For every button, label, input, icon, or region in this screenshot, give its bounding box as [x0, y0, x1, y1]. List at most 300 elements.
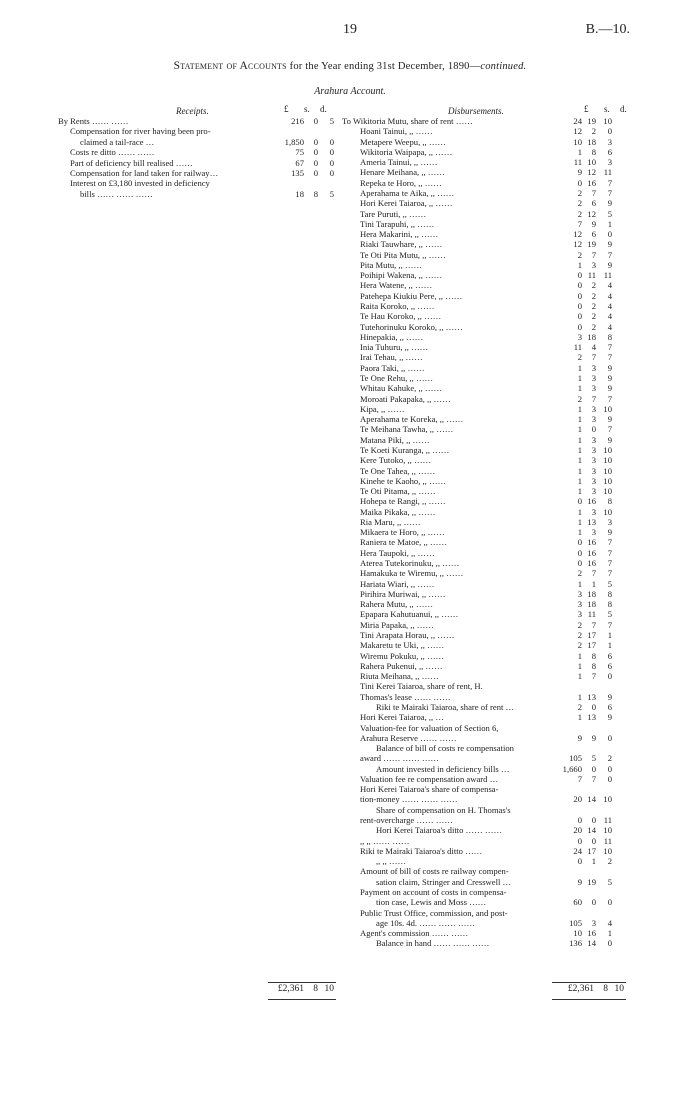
- disbursements-row-pence: 5: [607, 609, 612, 620]
- disbursements-row-pence: 9: [607, 434, 612, 445]
- disbursements-heading: Disbursements.: [448, 106, 504, 116]
- disbursements-row-shillings: 17: [587, 845, 596, 856]
- disbursements-row-pence: 8: [607, 588, 612, 599]
- disbursements-row-pence: 9: [607, 362, 612, 373]
- disbursements-row: [342, 332, 626, 342]
- disbursements-row: [342, 229, 626, 239]
- disbursements-row-pounds: 12: [573, 239, 582, 250]
- disbursements-row: [342, 568, 626, 578]
- disbursements-row-pounds: 1: [577, 578, 582, 589]
- disbursements-row-label: Payment on account of costs in compensa-: [360, 887, 507, 897]
- disbursements-row-pence: 7: [607, 537, 612, 548]
- disbursements-row: [342, 116, 626, 126]
- disbursements-row: [342, 548, 626, 558]
- disbursements-row-pence: 11: [603, 835, 612, 846]
- disbursements-row-label: Tare Puruti, ,, ……: [360, 208, 427, 219]
- receipts-row-label: Compensation for river having been pro-: [70, 126, 211, 137]
- disbursements-row-pence: 9: [607, 691, 612, 702]
- page-header: [0, 22, 700, 42]
- disbursements-row-shillings: 2: [591, 280, 596, 291]
- disbursements-row: [342, 599, 626, 609]
- disbursements-row-shillings: 8: [591, 660, 596, 671]
- receipts-row-label: By Rents …… ……: [58, 116, 129, 126]
- disbursements-row-label: Raita Koroko, ,, ……: [360, 301, 435, 312]
- disbursements-row-pounds: 7: [577, 773, 582, 784]
- disbursements-row: [342, 167, 626, 177]
- disbursements-row: [342, 753, 626, 763]
- disbursements-row-shillings: 16: [587, 177, 596, 188]
- disbursements-row-label: Metapere Weepu, ,, ……: [360, 136, 447, 147]
- disbursements-row: [342, 404, 626, 414]
- disbursements-total-rule-bottom: [552, 999, 626, 1000]
- disbursements-row-pounds: 0: [577, 321, 582, 332]
- disbursements-row-label: Te Oti Pitama, ,, ……: [360, 486, 436, 497]
- disbursements-row: [342, 620, 626, 630]
- disbursements-row-shillings: 17: [587, 640, 596, 651]
- disbursements-row-shillings: 7: [591, 393, 596, 404]
- disbursements-row-label: Henare Meihana, ,, ……: [360, 167, 445, 178]
- disbursements-row: [342, 280, 626, 290]
- disbursements-row-label: Wiremu Pokuku, ,, ……: [360, 650, 445, 661]
- disbursements-row-label: Repeka te Horo, ,, ……: [360, 177, 442, 188]
- disbursements-row-pounds: 0: [577, 177, 582, 188]
- disbursements-row: [342, 239, 626, 249]
- disbursements-row-pence: 6: [607, 701, 612, 712]
- disbursements-row-pence: 6: [607, 650, 612, 661]
- disbursements-row: [342, 383, 626, 393]
- disbursements-row-shillings: 14: [587, 825, 596, 836]
- disbursements-row-shillings: 14: [587, 938, 596, 949]
- disbursements-row-shillings: 1: [591, 856, 596, 867]
- disbursements-row-pence: 0: [607, 126, 612, 137]
- disbursements-row: [342, 589, 626, 599]
- disbursements-row-shillings: 12: [587, 208, 596, 219]
- disbursements-row-pence: 9: [607, 373, 612, 383]
- disbursements-row-pounds: 20: [573, 794, 582, 805]
- disbursements-row: [342, 825, 626, 835]
- disbursements-row: [342, 466, 626, 476]
- disbursements-row-pounds: 1: [577, 527, 582, 538]
- disbursements-row-label: Balance of bill of costs re compensation: [376, 743, 514, 754]
- disbursements-row-pounds: 136: [569, 938, 582, 949]
- disbursements-row: [342, 363, 626, 373]
- disbursements-row-label: Hinepakia, ,, ……: [360, 331, 424, 342]
- disbursements-row-pounds: 2: [577, 393, 582, 404]
- disbursements-row: [342, 496, 626, 506]
- disbursements-row-label: ,, ,, ……: [376, 856, 407, 867]
- disbursements-row-label: Pita Mutu, ,, ……: [360, 259, 423, 270]
- disbursements-row: [342, 938, 626, 948]
- disbursements-row-pounds: 0: [577, 496, 582, 507]
- disbursements-row-pence: 8: [607, 599, 612, 610]
- disbursements-row-shillings: 4: [591, 342, 596, 353]
- receipts-pound-header: £: [284, 104, 289, 114]
- disbursements-row-label: Riki te Mairaki Taiaroa, share of rent …: [376, 701, 515, 712]
- disbursements-row-pence: 10: [603, 825, 612, 836]
- disbursements-row: [342, 527, 626, 537]
- disbursements-row: [342, 579, 626, 589]
- disbursements-row: [342, 311, 626, 321]
- disbursements-row-label: Maika Pikaka, ,, ……: [360, 506, 436, 517]
- disbursements-row-pounds: 12: [573, 126, 582, 137]
- disbursements-row-shillings: 3: [591, 917, 596, 928]
- disbursements-row-pounds: 1: [577, 362, 582, 373]
- receipts-row-label: Costs re ditto …… ……: [70, 147, 155, 158]
- disbursements-row-pence: 10: [603, 455, 612, 466]
- receipts-total-pounds: £2,361: [277, 984, 304, 994]
- disbursements-row-label: Amount of bill of costs re railway compen-: [360, 866, 509, 877]
- disbursements-row: [342, 352, 626, 362]
- receipts-row-label: Compensation for land taken for railway…: [70, 168, 219, 178]
- disbursements-row-label: To Wikitoria Mutu, share of rent ……: [342, 116, 473, 126]
- receipts-row-label: claimed a tail-race …: [80, 136, 155, 147]
- disbursements-row-pence: 10: [603, 794, 612, 805]
- disbursements-row: [342, 445, 626, 455]
- receipts-row-pence: 5: [329, 188, 334, 199]
- disbursements-row-label: Pirihira Muriwai, ,, ……: [360, 588, 446, 599]
- disbursements-row-label: Share of compensation on H. Thomas's: [376, 804, 511, 815]
- receipts-row-shillings: 0: [313, 157, 318, 168]
- disbursements-shilling-header: s.: [604, 104, 610, 114]
- disbursements-row-pence: 0: [607, 732, 612, 743]
- disbursements-row-pounds: 1: [577, 373, 582, 383]
- disbursements-row-pounds: 2: [577, 208, 582, 219]
- statement-continued: continued.: [480, 61, 527, 72]
- disbursements-row-pence: 3: [607, 136, 612, 147]
- disbursements-total-pence: 10: [614, 984, 624, 994]
- disbursements-row-shillings: 3: [591, 475, 596, 486]
- disbursements-row-label: Paora Taki, ,, ……: [360, 362, 425, 373]
- disbursements-row-shillings: 2: [591, 126, 596, 137]
- disbursements-row-label: Aperahama te Aika, ,, ……: [360, 187, 455, 198]
- receipts-total-pence: 10: [324, 984, 334, 994]
- disbursements-row-pence: 8: [607, 496, 612, 507]
- disbursements-row-label: Rahera Pukenui, ,, ……: [360, 660, 443, 671]
- disbursements-row-pounds: 105: [569, 753, 582, 764]
- disbursements-row-label: Valuation-fee for valuation of Section 6,: [360, 722, 499, 733]
- disbursements-row-label: Te Meihana Tawha, ,, ……: [360, 424, 454, 435]
- disbursements-row: [342, 435, 626, 445]
- disbursements-row-pence: 10: [603, 845, 612, 856]
- disbursements-row-pounds: 105: [569, 917, 582, 928]
- disbursements-row-shillings: 8: [591, 650, 596, 661]
- disbursements-row: [342, 250, 626, 260]
- disbursements-row-pounds: 2: [577, 630, 582, 640]
- disbursements-row-pounds: 1: [577, 671, 582, 682]
- receipts-row-pence: 0: [329, 136, 334, 147]
- disbursements-row-pence: 7: [607, 187, 612, 198]
- receipts-row-pence: 0: [329, 157, 334, 168]
- disbursements-row-label: tion-money …… …… ……: [360, 794, 458, 805]
- disbursements-row-label: Public Trust Office, commission, and post-: [360, 907, 508, 918]
- disbursements-row: [342, 198, 626, 208]
- disbursements-row-pounds: 1: [577, 383, 582, 394]
- disbursements-row-shillings: 3: [591, 373, 596, 383]
- disbursements-row-pence: 3: [607, 157, 612, 168]
- disbursements-row: [342, 157, 626, 167]
- disbursements-row: [342, 424, 626, 434]
- disbursements-row-pence: 6: [607, 146, 612, 157]
- disbursements-row-label: Tini Arapata Horau, ,, ……: [360, 630, 455, 640]
- disbursements-row-pence: 4: [607, 280, 612, 291]
- disbursements-row-pence: 10: [603, 475, 612, 486]
- disbursements-row-pounds: 24: [573, 116, 582, 126]
- disbursements-row-label: Tini Kerei Taiaroa, share of rent, H.: [360, 681, 483, 692]
- disbursements-row: [342, 178, 626, 188]
- disbursements-row-shillings: 3: [591, 383, 596, 394]
- disbursements-row: [342, 784, 626, 794]
- disbursements-row-shillings: 0: [591, 701, 596, 712]
- disbursements-row-pence: 9: [607, 259, 612, 270]
- disbursements-row-label: Poihipi Wakena, ,, ……: [360, 270, 443, 281]
- disbursements-row-shillings: 14: [587, 794, 596, 805]
- disbursements-row-pounds: 0: [577, 280, 582, 291]
- disbursements-row-pence: 1: [607, 928, 612, 939]
- disbursements-row-shillings: 18: [587, 331, 596, 342]
- disbursements-row-pence: 0: [607, 763, 612, 774]
- receipts-row-label: Interest on £3,180 invested in deficiency: [70, 178, 210, 189]
- disbursements-row-pounds: 0: [577, 537, 582, 548]
- disbursements-row-shillings: 9: [591, 218, 596, 229]
- disbursements-row-pounds: 9: [577, 876, 582, 887]
- disbursements-row-pence: 0: [607, 671, 612, 682]
- disbursements-row-pence: 10: [603, 465, 612, 476]
- receipts-row: [58, 116, 336, 126]
- disbursements-row-pounds: 0: [577, 311, 582, 322]
- disbursements-row: [342, 866, 626, 876]
- disbursements-row-shillings: 6: [591, 229, 596, 240]
- statement-subtitle: for the Year ending 31st December, 1890—: [289, 61, 481, 72]
- disbursements-row-pounds: 1: [577, 434, 582, 445]
- disbursements-row-label: Tini Tarapuhi, ,, ……: [360, 218, 435, 229]
- disbursements-row-shillings: 1: [591, 578, 596, 589]
- disbursements-row-pence: 10: [603, 403, 612, 414]
- disbursements-row: [342, 764, 626, 774]
- disbursements-row: [342, 209, 626, 219]
- disbursements-row-pounds: 1: [577, 146, 582, 157]
- disbursements-row-label: Hamakuka te Wiremu, ,, ……: [360, 568, 464, 579]
- disbursements-row-pounds: 1: [577, 516, 582, 527]
- disbursements-row-pounds: 2: [577, 352, 582, 363]
- disbursements-row-label: Patehepa Kiukiu Pere, ,, ……: [360, 290, 463, 301]
- disbursements-row-label: Moroati Pakapaka, ,, ……: [360, 393, 451, 404]
- disbursements-pound-header: £: [584, 104, 589, 114]
- disbursements-row-pence: 6: [607, 660, 612, 671]
- disbursements-row: [342, 537, 626, 547]
- disbursements-row-shillings: 3: [591, 486, 596, 497]
- disbursements-row: [342, 856, 626, 866]
- disbursements-row-shillings: 0: [591, 835, 596, 846]
- disbursements-row-pounds: 1: [577, 259, 582, 270]
- disbursements-row-label: age 10s. 4d. …… …… ……: [376, 917, 476, 928]
- disbursements-row-pence: 4: [607, 321, 612, 332]
- receipts-row-shillings: 0: [313, 136, 318, 147]
- disbursements-row: [342, 476, 626, 486]
- disbursements-row-label: Epapara Kahutuanui, ,, ……: [360, 609, 459, 620]
- disbursements-row-pounds: 9: [577, 167, 582, 178]
- disbursements-row-shillings: 3: [591, 506, 596, 517]
- disbursements-row-pounds: 1: [577, 650, 582, 661]
- disbursements-row-pounds: 2: [577, 619, 582, 630]
- receipts-row-pounds: 18: [295, 188, 304, 199]
- disbursements-row-pence: 7: [607, 352, 612, 363]
- disbursements-row: [342, 394, 626, 404]
- disbursements-row-shillings: 16: [587, 558, 596, 569]
- disbursements-row-label: Aperahama te Koreka, ,, ……: [360, 414, 464, 425]
- disbursements-row-label: Te Koeti Kuranga, ,, ……: [360, 444, 450, 455]
- disbursements-row-shillings: 16: [587, 547, 596, 558]
- disbursements-row-pounds: 2: [577, 701, 582, 712]
- receipts-row-pence: 0: [329, 168, 334, 178]
- disbursements-row-label: Hori Kerei Taiaroa, ,, ……: [360, 198, 453, 209]
- disbursements-row-label: Hori Kerei Taiaroa's ditto …… ……: [376, 825, 503, 836]
- disbursements-row: [342, 219, 626, 229]
- disbursements-row: [342, 897, 626, 907]
- disbursements-row-pounds: 0: [577, 270, 582, 281]
- disbursements-row-pence: 9: [607, 414, 612, 425]
- disbursements-row-shillings: 7: [591, 773, 596, 784]
- disbursements-row: [342, 291, 626, 301]
- disbursements-row-pounds: 1: [577, 660, 582, 671]
- disbursements-row-shillings: 2: [591, 311, 596, 322]
- disbursements-row-pence: 10: [603, 486, 612, 497]
- disbursements-row-label: Hoani Tainui, ,, ……: [360, 126, 433, 137]
- disbursements-row: [342, 301, 626, 311]
- disbursements-row: [342, 455, 626, 465]
- disbursements-row: [342, 723, 626, 733]
- disbursements-row-pounds: 1: [577, 403, 582, 414]
- disbursements-row-pounds: 20: [573, 825, 582, 836]
- disbursements-row: [342, 928, 626, 938]
- disbursements-row-shillings: 16: [587, 496, 596, 507]
- receipts-row-shillings: 0: [313, 147, 318, 158]
- disbursements-row-pence: 11: [603, 815, 612, 826]
- disbursements-row-label: Hera Makarini, ,, ……: [360, 229, 439, 240]
- disbursements-row-label: sation claim, Stringer and Cresswell …: [376, 876, 512, 887]
- disbursements-row-pence: 4: [607, 301, 612, 312]
- disbursements-row-shillings: 7: [591, 249, 596, 260]
- receipts-row-shillings: 8: [313, 188, 318, 199]
- disbursements-row-pence: 10: [603, 116, 612, 126]
- disbursements-row-pounds: 0: [577, 835, 582, 846]
- receipts-row-label: Part of deficiency bill realised ……: [70, 157, 193, 168]
- disbursements-row-pence: 4: [607, 290, 612, 301]
- disbursements-row-shillings: 13: [587, 712, 596, 723]
- disbursements-row-shillings: 7: [591, 619, 596, 630]
- disbursements-row-label: Agent's commission …… ……: [360, 928, 469, 939]
- disbursements-row-shillings: 3: [591, 527, 596, 538]
- disbursements-row-shillings: 7: [591, 352, 596, 363]
- disbursements-row-label: tion case, Lewis and Moss ……: [376, 897, 487, 908]
- disbursements-row-label: Kipa, ,, ……: [360, 403, 405, 414]
- disbursements-row: [342, 681, 626, 691]
- disbursements-row-label: Hera Taupoki, ,, ……: [360, 547, 435, 558]
- disbursements-row: [342, 794, 626, 804]
- disbursements-row-pence: 3: [607, 516, 612, 527]
- disbursements-row-label: Hohepa te Rangi, ,, ……: [360, 496, 446, 507]
- receipts-row: [58, 168, 336, 178]
- receipts-row-pounds: 75: [295, 147, 304, 158]
- disbursements-row-pounds: 1: [577, 465, 582, 476]
- disbursements-row-label: Hariata Wiari, ,, ……: [360, 578, 435, 589]
- disbursements-row-shillings: 3: [591, 403, 596, 414]
- disbursements-row: [342, 507, 626, 517]
- disbursements-row-pence: 1: [607, 218, 612, 229]
- receipts-row: [58, 126, 336, 136]
- receipts-shilling-header: s.: [304, 104, 310, 114]
- disbursements-row-pence: 10: [603, 506, 612, 517]
- disbursements-row-pence: 9: [607, 712, 612, 723]
- disbursements-row-shillings: 9: [591, 732, 596, 743]
- disbursements-row: [342, 846, 626, 856]
- disbursements-row-pence: 10: [603, 444, 612, 455]
- receipts-row-pounds: 216: [291, 116, 304, 126]
- disbursements-row-shillings: 2: [591, 290, 596, 301]
- disbursements-row: [342, 815, 626, 825]
- disbursements-row-pence: 7: [607, 177, 612, 188]
- disbursements-row-pounds: 1: [577, 455, 582, 466]
- disbursements-row-shillings: 16: [587, 928, 596, 939]
- disbursements-row-pence: 8: [607, 331, 612, 342]
- receipts-pence-header: d.: [320, 104, 327, 114]
- disbursements-row-pounds: 1: [577, 506, 582, 517]
- disbursements-row-pence: 9: [607, 239, 612, 250]
- disbursements-row-label: Te One Rehu, ,, ……: [360, 373, 434, 383]
- disbursements-row-pence: 9: [607, 198, 612, 209]
- disbursements-row-label: Inia Tuhuru, ,, ……: [360, 342, 429, 353]
- receipts-row: [58, 147, 336, 157]
- disbursements-row-pence: 5: [607, 578, 612, 589]
- disbursements-row: [342, 260, 626, 270]
- disbursements-row-pence: 2: [607, 753, 612, 764]
- disbursements-row-label: Raniera te Matoe, ,, ……: [360, 537, 448, 548]
- document-reference: B.—10.: [585, 22, 630, 37]
- disbursements-row-pence: 2: [607, 856, 612, 867]
- receipts-row: [58, 158, 336, 168]
- disbursements-row-shillings: 19: [587, 876, 596, 887]
- disbursements-row-label: Ria Maru, ,, ……: [360, 516, 421, 527]
- disbursements-row-shillings: 19: [587, 116, 596, 126]
- disbursements-row-label: Hori Kerei Taiaroa, ,, …: [360, 712, 444, 723]
- disbursements-row-label: Miria Papaka, ,, ……: [360, 619, 434, 630]
- disbursements-row-pounds: 10: [573, 136, 582, 147]
- disbursements-row-pounds: 1: [577, 475, 582, 486]
- disbursements-row-label: Matana Piki, ,, ……: [360, 434, 430, 445]
- receipts-row-shillings: 0: [313, 168, 318, 178]
- disbursements-row: [342, 126, 626, 136]
- disbursements-row-pence: 11: [603, 270, 612, 281]
- disbursements-row-pounds: 7: [577, 218, 582, 229]
- disbursements-row-pence: 5: [607, 208, 612, 219]
- disbursements-row-pence: 1: [607, 640, 612, 651]
- disbursements-row-pence: 11: [603, 167, 612, 178]
- disbursements-row: [342, 147, 626, 157]
- disbursements-row: [342, 609, 626, 619]
- disbursements-row-pounds: 24: [573, 845, 582, 856]
- disbursements-row-shillings: 12: [587, 167, 596, 178]
- disbursements-row-pence: 5: [607, 876, 612, 887]
- disbursements-row-label: Riaki Tauwhare, ,, ……: [360, 239, 443, 250]
- receipts-row-shillings: 0: [313, 116, 318, 126]
- disbursements-row-pence: 7: [607, 568, 612, 579]
- disbursements-row-shillings: 13: [587, 691, 596, 702]
- disbursements-row-pounds: 3: [577, 609, 582, 620]
- disbursements-row-label: award …… …… ……: [360, 753, 440, 764]
- disbursements-row-pence: 4: [607, 311, 612, 322]
- disbursements-row-label: Te Oti Pita Mutu, ,, ……: [360, 249, 446, 260]
- disbursements-row: [342, 630, 626, 640]
- disbursements-row-pounds: 1: [577, 414, 582, 425]
